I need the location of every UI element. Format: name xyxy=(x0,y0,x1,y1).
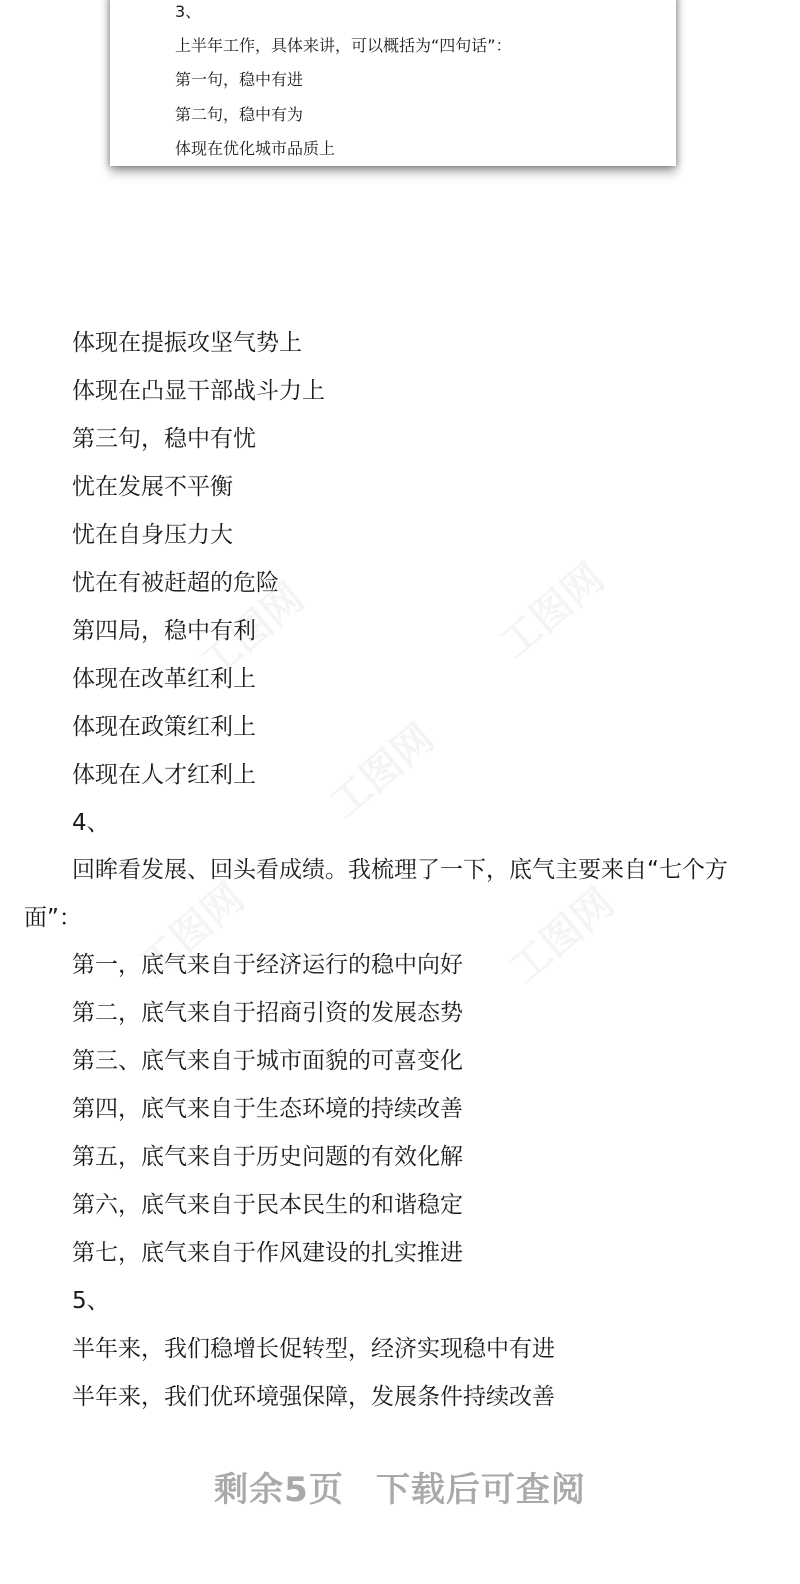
text-line: 第四局，稳中有利 xyxy=(72,618,256,644)
text-line: 第四，底气来自于生态环境的持续改善 xyxy=(72,1096,463,1122)
card-line-1: 3、 xyxy=(175,2,202,21)
text-line: 体现在提振攻坚气势上 xyxy=(72,330,302,356)
text-line: 忧在有被赶超的危险 xyxy=(72,570,279,596)
text-line: 第三句，稳中有忧 xyxy=(72,426,256,452)
text-line: 体现在凸显干部战斗力上 xyxy=(72,378,325,404)
text-line: 体现在政策红利上 xyxy=(72,714,256,740)
download-prompt[interactable] xyxy=(0,1468,800,1512)
remaining-pages-label: 剩余5页 xyxy=(214,1470,344,1510)
watermark-logo xyxy=(316,708,445,829)
card-line-2: 上半年工作，具体来讲，可以概括为“四句话”： xyxy=(175,36,512,55)
text-line: 体现在改革红利上 xyxy=(72,666,256,692)
document-page-preview xyxy=(110,0,676,166)
text-line: 第一，底气来自于经济运行的稳中向好 xyxy=(72,952,463,978)
card-line-5: 体现在优化城市品质上 xyxy=(175,139,336,158)
text-line: 第七，底气来自于作风建设的扎实推进 xyxy=(72,1240,463,1266)
text-line: 5、 xyxy=(72,1288,110,1314)
text-line: 半年来，我们稳增长促转型，经济实现稳中有进 xyxy=(72,1336,555,1362)
text-line: 第五，底气来自于历史问题的有效化解 xyxy=(72,1144,463,1170)
text-line: 忧在自身压力大 xyxy=(72,522,233,548)
text-line: 忧在发展不平衡 xyxy=(72,474,233,500)
card-line-4: 第二句，稳中有为 xyxy=(175,105,304,124)
text-line: 第二，底气来自于招商引资的发展态势 xyxy=(72,1000,463,1026)
card-line-3: 第一句，稳中有进 xyxy=(175,70,304,89)
download-hint-label: 下载后可查阅 xyxy=(375,1470,586,1510)
text-line: 第六，底气来自于民本民生的和谐稳定 xyxy=(72,1192,463,1218)
text-line: 4、 xyxy=(72,810,110,836)
watermark-logo xyxy=(486,548,615,669)
text-line: 第三、底气来自于城市面貌的可喜变化 xyxy=(72,1048,463,1074)
text-line: 半年来，我们优环境强保障，发展条件持续改善 xyxy=(72,1384,555,1410)
paragraph-seven-aspects: 回眸看发展、回头看成绩。我梳理了一下，底气主要来自“七个方面”： xyxy=(24,857,728,931)
text-line: 体现在人才红利上 xyxy=(72,762,256,788)
